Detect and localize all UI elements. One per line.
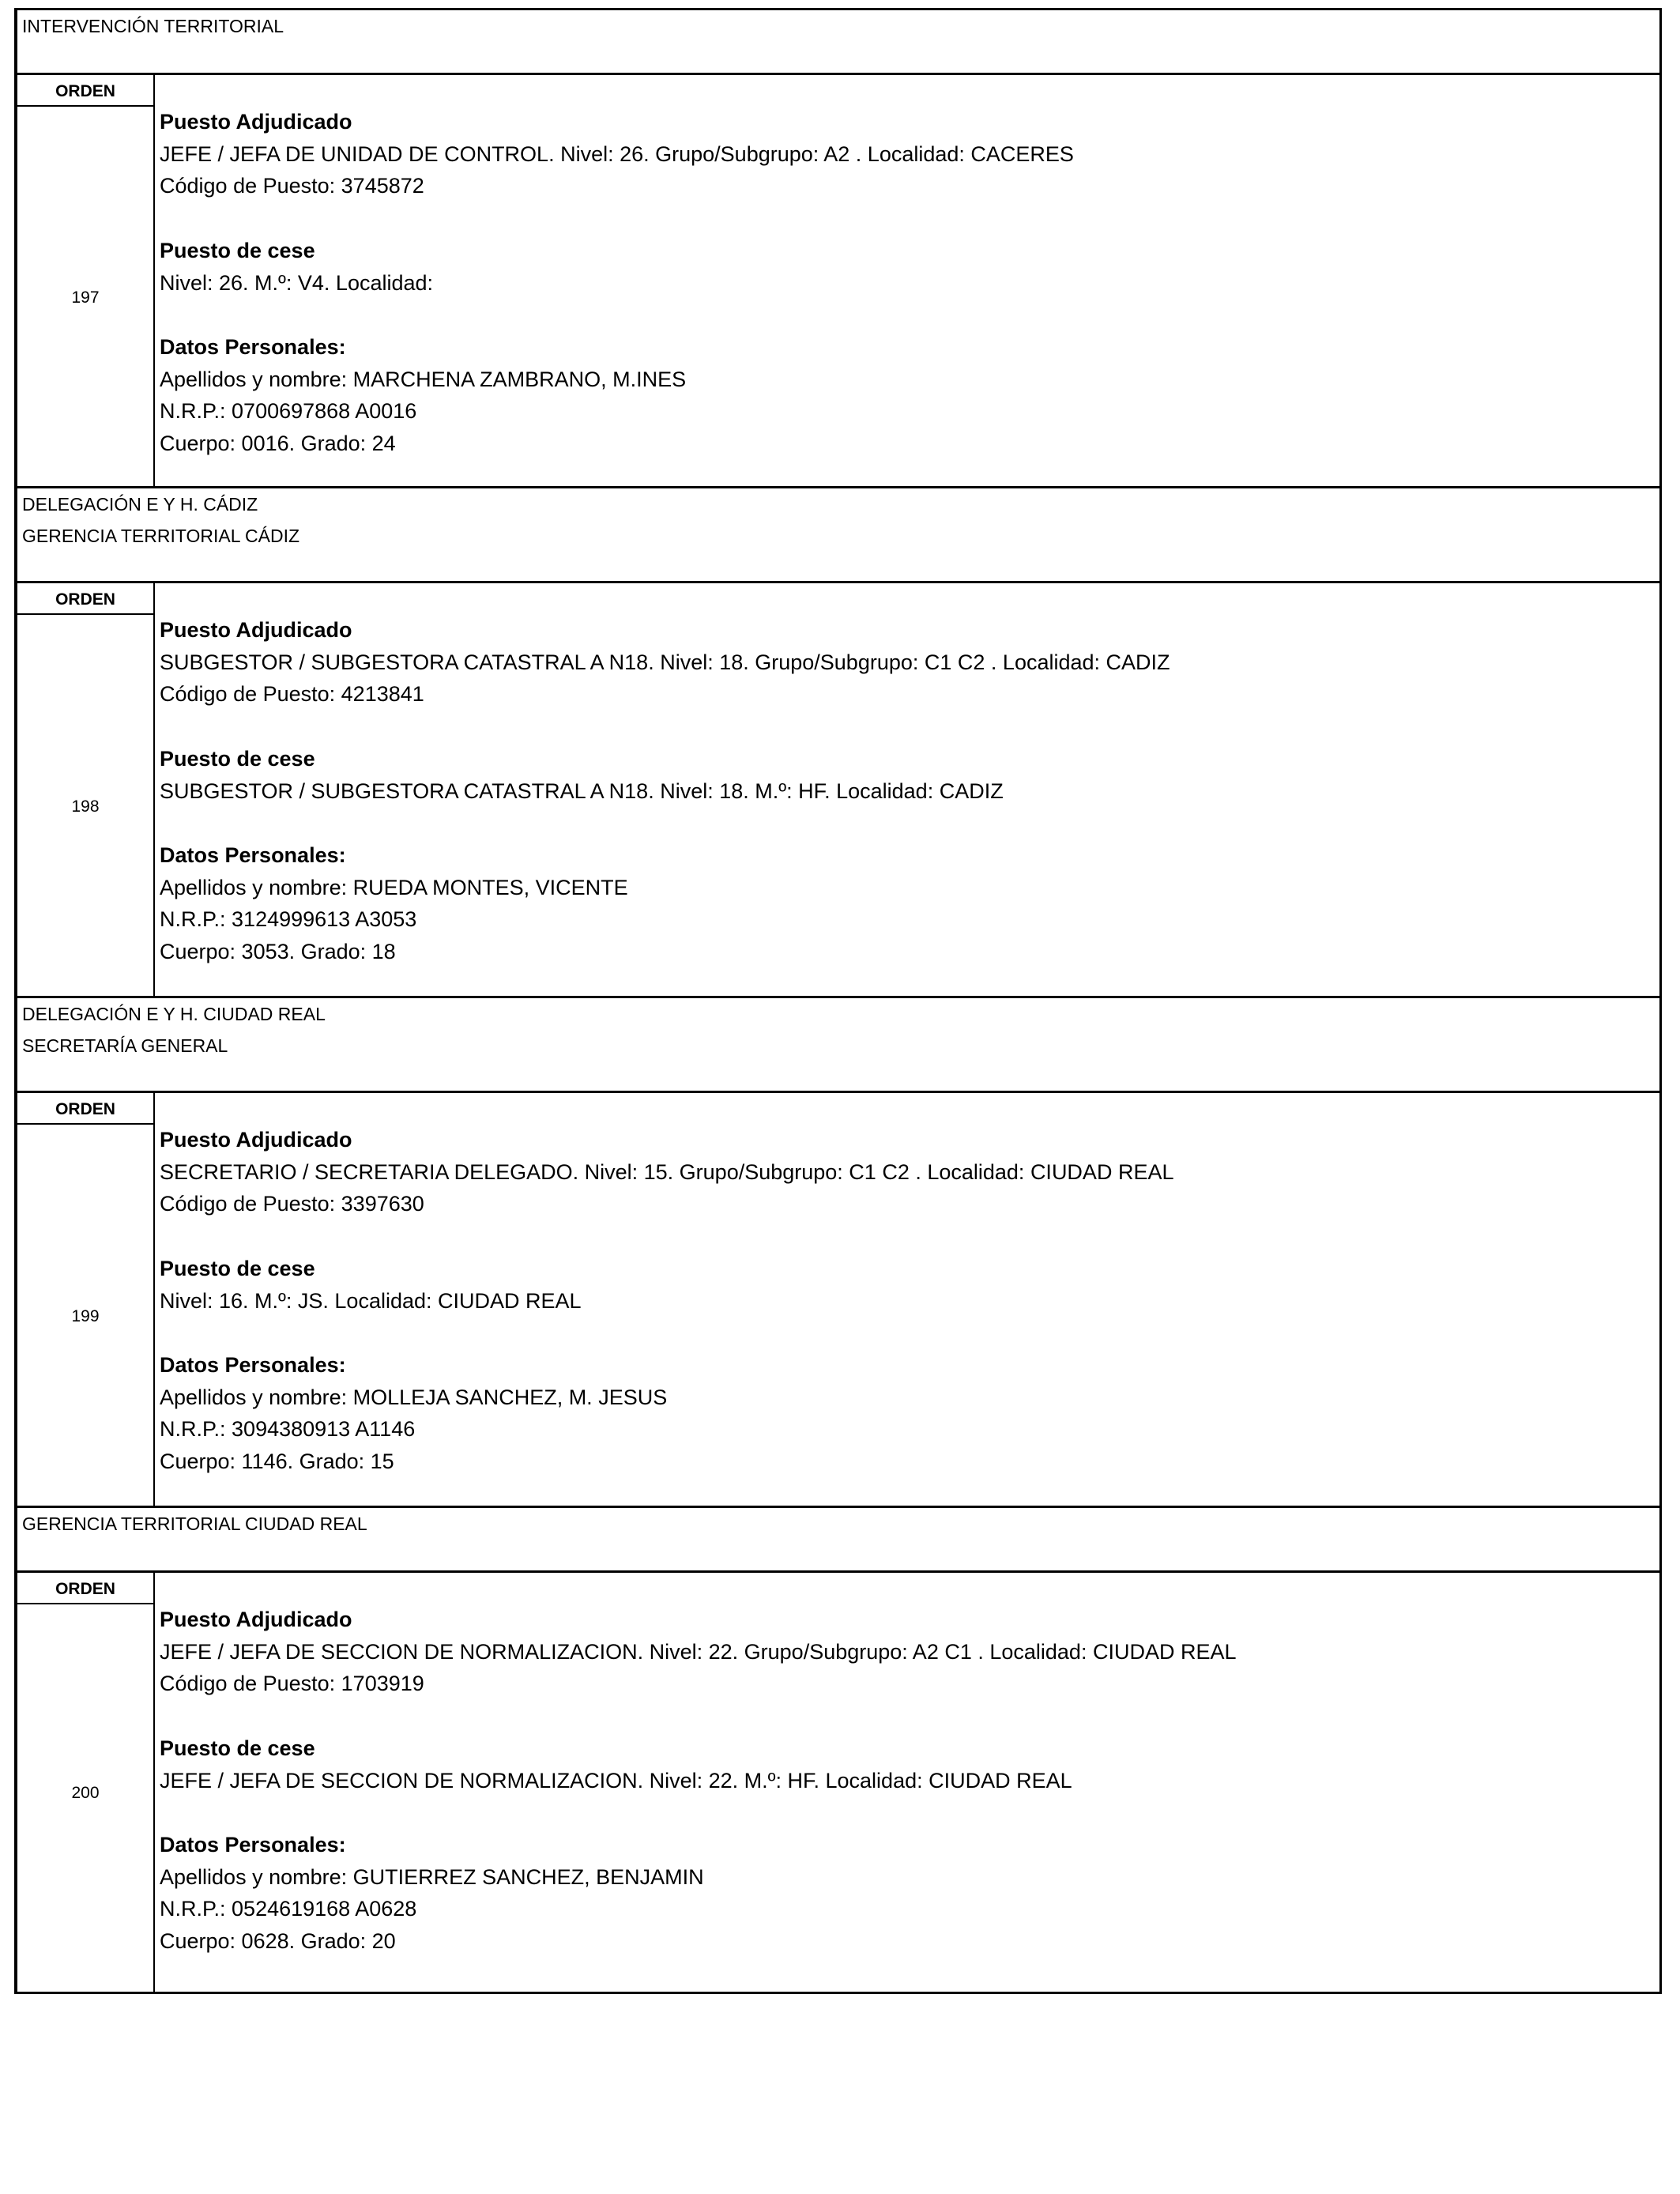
nrp: N.R.P.: 0700697868 A0016 bbox=[160, 399, 417, 424]
datos-personales-title: Datos Personales: bbox=[160, 334, 346, 359]
cuerpo-grado: Cuerpo: 0628. Grado: 20 bbox=[160, 1929, 396, 1953]
orden-label: ORDEN bbox=[17, 75, 155, 107]
entry-content bbox=[160, 583, 1652, 998]
puesto-cese-title: Puesto de cese bbox=[160, 746, 315, 771]
entry-body bbox=[17, 583, 1659, 998]
orden-label: ORDEN bbox=[17, 1573, 155, 1604]
apellidos-y-nombre: Apellidos y nombre: MOLLEJA SANCHEZ, M. JESUS bbox=[160, 1385, 668, 1409]
unit-header bbox=[17, 998, 1659, 1093]
entry-body bbox=[17, 1093, 1659, 1508]
orden-number: 200 bbox=[17, 1604, 155, 1994]
entry-section bbox=[17, 998, 1659, 1508]
puesto-cese-title: Puesto de cese bbox=[160, 238, 315, 262]
puesto-adjudicado-description: SECRETARIO / SECRETARIA DELEGADO. Nivel: 15. Grupo/Subgrupo: C1 C2 . Localidad: CIUDAD REAL bbox=[160, 1159, 1174, 1184]
unit-header-line: DELEGACIÓN E Y H. CÁDIZ bbox=[22, 494, 258, 515]
apellidos-y-nombre: Apellidos y nombre: RUEDA MONTES, VICENTE bbox=[160, 875, 628, 899]
unit-header bbox=[17, 488, 1659, 583]
resolution-table bbox=[14, 8, 1662, 1994]
unit-header bbox=[17, 1508, 1659, 1573]
cuerpo-grado: Cuerpo: 3053. Grado: 18 bbox=[160, 940, 396, 963]
entry-section bbox=[17, 1508, 1659, 1994]
puesto-adjudicado-title: Puesto Adjudicado bbox=[160, 110, 352, 134]
entry-content bbox=[160, 1093, 1652, 1508]
orden-number: 198 bbox=[17, 615, 155, 998]
orden-number: 199 bbox=[17, 1125, 155, 1508]
nrp: N.R.P.: 0524619168 A0628 bbox=[160, 1897, 417, 1921]
datos-personales-title: Datos Personales: bbox=[160, 1832, 346, 1857]
unit-header bbox=[17, 10, 1659, 75]
nrp: N.R.P.: 3124999613 A3053 bbox=[160, 907, 417, 932]
unit-header-line: INTERVENCIÓN TERRITORIAL bbox=[22, 16, 284, 36]
entry-content bbox=[160, 75, 1652, 488]
codigo-de-puesto: Código de Puesto: 3397630 bbox=[160, 1192, 424, 1216]
unit-header-line: GERENCIA TERRITORIAL CÁDIZ bbox=[22, 526, 300, 546]
entry-body bbox=[17, 1573, 1659, 1994]
entry-section bbox=[17, 10, 1659, 488]
cuerpo-grado: Cuerpo: 1146. Grado: 15 bbox=[160, 1449, 394, 1473]
orden-label: ORDEN bbox=[17, 1093, 155, 1125]
entry-content bbox=[160, 1573, 1652, 1994]
puesto-cese-description: SUBGESTOR / SUBGESTORA CATASTRAL A N18. Nivel: 18. M.º: HF. Localidad: CADIZ bbox=[160, 778, 1004, 803]
orden-number: 197 bbox=[17, 107, 155, 488]
codigo-de-puesto: Código de Puesto: 3745872 bbox=[160, 174, 424, 198]
entry-body bbox=[17, 75, 1659, 488]
puesto-cese-title: Puesto de cese bbox=[160, 1256, 315, 1280]
apellidos-y-nombre: Apellidos y nombre: GUTIERREZ SANCHEZ, BENJAMIN bbox=[160, 1864, 704, 1889]
nrp: N.R.P.: 3094380913 A1146 bbox=[160, 1417, 416, 1442]
puesto-adjudicado-description: SUBGESTOR / SUBGESTORA CATASTRAL A N18. Nivel: 18. Grupo/Subgrupo: C1 C2 . Localidad: CADIZ bbox=[160, 650, 1170, 674]
entry-section bbox=[17, 488, 1659, 998]
unit-header-line: GERENCIA TERRITORIAL CIUDAD REAL bbox=[22, 1514, 367, 1534]
unit-header-line: SECRETARÍA GENERAL bbox=[22, 1035, 228, 1056]
puesto-adjudicado-title: Puesto Adjudicado bbox=[160, 618, 352, 642]
unit-header-line: DELEGACIÓN E Y H. CIUDAD REAL bbox=[22, 1004, 326, 1024]
puesto-cese-title: Puesto de cese bbox=[160, 1736, 315, 1760]
puesto-cese-description: Nivel: 16. M.º: JS. Localidad: CIUDAD REAL bbox=[160, 1288, 582, 1313]
puesto-adjudicado-title: Puesto Adjudicado bbox=[160, 1608, 352, 1631]
puesto-cese-description: JEFE / JEFA DE SECCION DE NORMALIZACION. Nivel: 22. M.º: HF. Localidad: CIUDAD REAL bbox=[160, 1768, 1072, 1793]
apellidos-y-nombre: Apellidos y nombre: MARCHENA ZAMBRANO, M.INES bbox=[160, 367, 687, 391]
datos-personales-title: Datos Personales: bbox=[160, 1352, 346, 1377]
puesto-adjudicado-description: JEFE / JEFA DE SECCION DE NORMALIZACION. Nivel: 22. Grupo/Subgrupo: A2 C1 . Localidad: CIUDAD REAL bbox=[160, 1639, 1237, 1664]
codigo-de-puesto: Código de Puesto: 1703919 bbox=[160, 1672, 424, 1696]
orden-label: ORDEN bbox=[17, 583, 155, 615]
puesto-adjudicado-description: JEFE / JEFA DE UNIDAD DE CONTROL. Nivel: 26. Grupo/Subgrupo: A2 . Localidad: CACERES bbox=[160, 141, 1074, 166]
puesto-adjudicado-title: Puesto Adjudicado bbox=[160, 1128, 352, 1152]
cuerpo-grado: Cuerpo: 0016. Grado: 24 bbox=[160, 432, 396, 455]
datos-personales-title: Datos Personales: bbox=[160, 843, 346, 867]
puesto-cese-description: Nivel: 26. M.º: V4. Localidad: bbox=[160, 270, 434, 295]
codigo-de-puesto: Código de Puesto: 4213841 bbox=[160, 682, 424, 707]
